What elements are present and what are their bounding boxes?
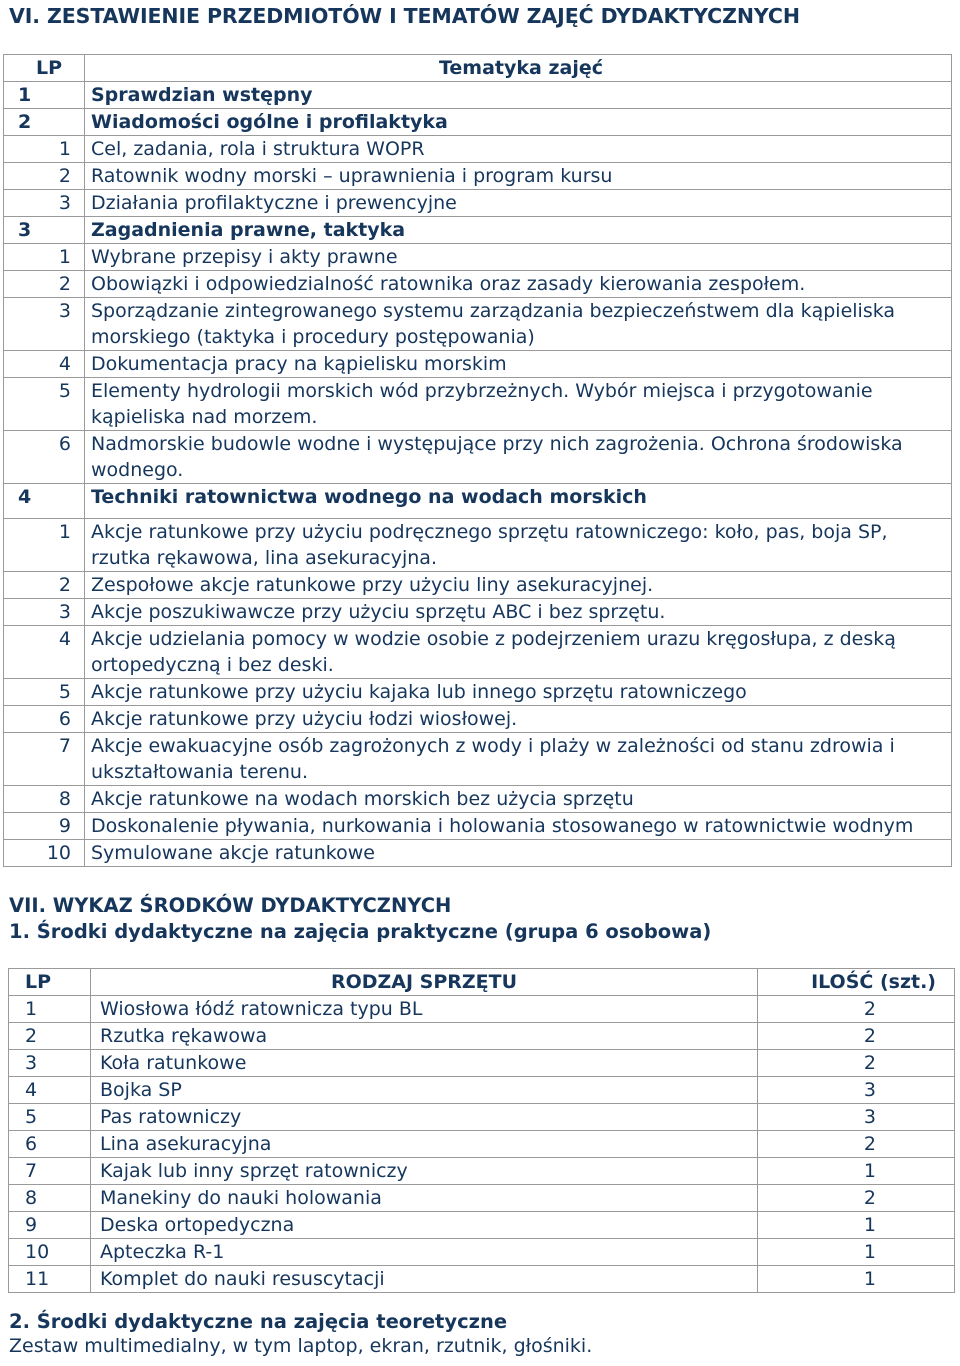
topic-text: Obowiązki i odpowiedzialność ratownika oraz zasady kierowania zespołem. [85,271,952,298]
topic-row [4,244,952,271]
topic-number: 6 [58,433,71,455]
topics-table [3,54,952,867]
topic-text: Działania profilaktyczne i prewencyjne [85,190,952,217]
topic-row [4,271,952,298]
equipment-name: Bojka SP [91,1077,758,1104]
equipment-row [9,1266,955,1293]
equipment-lp: 8 [9,1185,91,1212]
equipment-name: Apteczka R-1 [91,1239,758,1266]
topic-text: Wybrane przepisy i akty prawne [85,244,952,271]
module-title: Techniki ratownictwa wodnego na wodach morskich [85,484,952,519]
topic-number: 4 [58,353,71,375]
topic-text: Dokumentacja pracy na kąpielisku morskim [85,351,952,378]
module-title: Zagadnienia prawne, taktyka [85,217,952,244]
topic-row [4,599,952,626]
topic-row [4,706,952,733]
topic-text: Elementy hydrologii morskich wód przybrzeżnych. Wybór miejsca i przygotowanie kąpieliska nad morzem. [85,378,952,431]
equipment-name: Rzutka rękawowa [91,1023,758,1050]
equipment-qty: 2 [758,1185,955,1212]
equipment-lp: 7 [9,1158,91,1185]
topic-number: 2 [58,574,71,596]
topic-row [4,136,952,163]
topic-text: Akcje ratunkowe przy użyciu podręcznego sprzętu ratowniczego: koło, pas, boja SP, rzutka rękawowa, lina asekuracyjna. [85,519,952,572]
module-number: 4 [18,486,32,508]
topic-number: 2 [58,165,71,187]
equipment-qty: 3 [758,1104,955,1131]
equipment-row [9,1239,955,1266]
topic-text: Akcje ratunkowe na wodach morskich bez użycia sprzętu [85,786,952,813]
equipment-name: Deska ortopedyczna [91,1212,758,1239]
topic-text: Nadmorskie budowle wodne i występujące przy nich zagrożenia. Ochrona środowiska wodnego. [85,431,952,484]
equipment-lp: 11 [9,1266,91,1293]
module-title: Sprawdzian wstępny [85,82,952,109]
module-title: Wiadomości ogólne i profilaktyka [85,109,952,136]
topic-text: Akcje ratunkowe przy użyciu łodzi wiosłowej. [85,706,952,733]
topic-number: 1 [58,246,71,268]
equipment-lp: 2 [9,1023,91,1050]
equipment-row [9,1158,955,1185]
topic-header: Tematyka zajęć [85,55,952,82]
topic-number: 1 [58,521,71,543]
equipment-name: Koła ratunkowe [91,1050,758,1077]
topic-row [4,431,952,484]
topic-number: 5 [58,681,71,703]
topic-text: Zespołowe akcje ratunkowe przy użyciu liny asekuracyjnej. [85,572,952,599]
equipment-row [9,1104,955,1131]
topic-row [4,519,952,572]
topic-number: 3 [58,192,71,214]
topic-text: Akcje poszukiwawcze przy użyciu sprzętu ABC i bez sprzętu. [85,599,952,626]
equipment-lp: 3 [9,1050,91,1077]
equipment-name: Manekiny do nauki holowania [91,1185,758,1212]
topic-number: 3 [58,601,71,623]
equipment-row [9,1131,955,1158]
module-row [4,484,952,519]
topic-number: 3 [58,300,71,322]
equipment-table [8,968,955,1293]
topic-row [4,733,952,786]
topic-text: Akcje ratunkowe przy użyciu kajaka lub innego sprzętu ratowniczego [85,679,952,706]
equipment-name: Lina asekuracyjna [91,1131,758,1158]
practical-means-subtitle: 1. Środki dydaktyczne na zajęcia praktyczne (grupa 6 osobowa) [9,920,712,943]
topic-number: 6 [58,708,71,730]
lp-header: LP [9,969,91,996]
theory-means-text: Zestaw multimedialny, w tym laptop, ekran, rzutnik, głośniki. [9,1335,593,1357]
topic-number: 8 [58,788,71,810]
equipment-lp: 1 [9,996,91,1023]
equipment-name: Pas ratowniczy [91,1104,758,1131]
equipment-qty: 2 [758,1131,955,1158]
topic-row [4,163,952,190]
topic-number: 9 [58,815,71,837]
section-7-title: VII. WYKAZ ŚRODKÓW DYDAKTYCZNYCH [9,894,452,917]
equipment-qty: 2 [758,1023,955,1050]
equipment-row [9,1185,955,1212]
equipment-lp: 9 [9,1212,91,1239]
topics-header-row [4,55,952,82]
section-6-title: VI. ZESTAWIENIE PRZEDMIOTÓW I TEMATÓW ZAJĘĆ DYDAKTYCZNYCH [9,4,800,28]
topic-text: Ratownik wodny morski – uprawnienia i program kursu [85,163,952,190]
topic-text: Cel, zadania, rola i struktura WOPR [85,136,952,163]
equipment-qty: 1 [758,1212,955,1239]
topic-row [4,626,952,679]
topic-number: 5 [58,380,71,402]
equipment-header-row [9,969,955,996]
topic-row [4,813,952,840]
topic-row [4,190,952,217]
kind-header: RODZAJ SPRZĘTU [91,969,758,996]
equipment-qty: 1 [758,1239,955,1266]
equipment-lp: 4 [9,1077,91,1104]
module-number: 3 [18,219,32,241]
equipment-qty: 1 [758,1266,955,1293]
topic-row [4,679,952,706]
topic-text: Symulowane akcje ratunkowe [85,840,952,867]
equipment-name: Wiosłowa łódź ratownicza typu BL [91,996,758,1023]
equipment-lp: 10 [9,1239,91,1266]
topic-text: Sporządzanie zintegrowanego systemu zarządzania bezpieczeństwem dla kąpieliska morskiego (taktyka i procedury postępowania) [85,298,952,351]
module-number: 2 [18,111,32,133]
topic-number: 10 [46,842,71,864]
module-row [4,109,952,136]
module-row [4,82,952,109]
equipment-row [9,1050,955,1077]
topic-number: 7 [58,735,71,757]
topic-number: 2 [58,273,71,295]
equipment-qty: 3 [758,1077,955,1104]
equipment-row [9,996,955,1023]
topic-text: Doskonalenie pływania, nurkowania i holowania stosowanego w ratownictwie wodnym [85,813,952,840]
equipment-qty: 1 [758,1158,955,1185]
module-row [4,217,952,244]
equipment-qty: 2 [758,1050,955,1077]
topic-text: Akcje ewakuacyjne osób zagrożonych z wody i plaży w zależności od stanu zdrowia i ukształtowania terenu. [85,733,952,786]
topic-number: 4 [58,628,71,650]
equipment-row [9,1212,955,1239]
module-number: 1 [18,84,32,106]
equipment-lp: 6 [9,1131,91,1158]
equipment-qty: 2 [758,996,955,1023]
equipment-lp: 5 [9,1104,91,1131]
equipment-name: Komplet do nauki resuscytacji [91,1266,758,1293]
equipment-name: Kajak lub inny sprzęt ratowniczy [91,1158,758,1185]
topic-row [4,786,952,813]
lp-header: LP [36,57,63,79]
topic-row [4,572,952,599]
topic-number: 1 [58,138,71,160]
theory-means-subtitle: 2. Środki dydaktyczne na zajęcia teoretyczne [9,1310,508,1333]
equipment-row [9,1077,955,1104]
topic-row [4,351,952,378]
topic-row [4,378,952,431]
topic-row [4,840,952,867]
equipment-row [9,1023,955,1050]
qty-header: ILOŚĆ (szt.) [758,969,955,996]
topic-row [4,298,952,351]
topic-text: Akcje udzielania pomocy w wodzie osobie z podejrzeniem urazu kręgosłupa, z deską ortopedyczną i bez deski. [85,626,952,679]
